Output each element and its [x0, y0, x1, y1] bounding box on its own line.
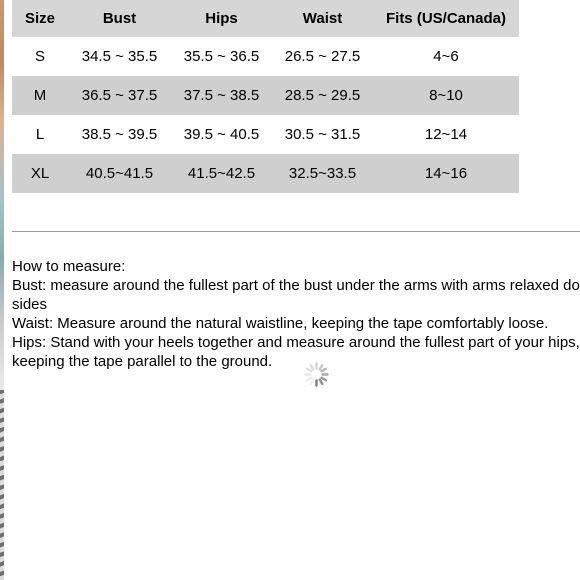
cell-fits: 12~14 [424, 126, 468, 143]
measure-instructions [12, 257, 580, 371]
cell-bust: 34.5 ~ 35.5 [81, 48, 158, 65]
background-stripes [0, 390, 4, 580]
cell-hips: 41.5~42.5 [171, 154, 272, 193]
cell-waist: 28.5 ~ 29.5 [272, 76, 373, 115]
measure-bust-cont: sides [12, 296, 48, 313]
loading-spinner-icon [303, 361, 330, 388]
cell-fits: 8~10 [373, 76, 519, 115]
cell-hips: 35.5 ~ 36.5 [183, 48, 260, 65]
table-row [12, 37, 519, 76]
measure-bust: Bust: measure around the fullest part of the bust under the arms with arms relaxed do [12, 277, 580, 294]
measure-hips-cont: keeping the tape parallel to the ground. [12, 353, 273, 370]
cell-waist: 32.5~33.5 [272, 154, 373, 193]
cell-bust: 36.5 ~ 37.5 [68, 76, 171, 115]
cell-fits: 4~6 [433, 48, 459, 65]
section-divider [12, 231, 580, 232]
header-size: Size [12, 0, 68, 37]
header-waist: Waist [272, 0, 373, 37]
cell-waist: 26.5 ~ 27.5 [284, 48, 361, 65]
cell-waist: 30.5 ~ 31.5 [284, 126, 361, 143]
size-chart-table [12, 0, 519, 193]
measure-waist: Waist: Measure around the natural waistline, keeping the tape comfortably loose. [12, 315, 549, 332]
cell-size: L [35, 126, 45, 143]
cell-size: XL [12, 154, 68, 193]
background-edge-strip [0, 0, 4, 580]
measure-heading: How to measure: [12, 258, 126, 275]
table-row [12, 76, 519, 115]
table-header-row [12, 0, 519, 37]
cell-hips: 39.5 ~ 40.5 [183, 126, 260, 143]
cell-size: S [34, 48, 45, 65]
table-row [12, 154, 519, 193]
cell-bust: 38.5 ~ 39.5 [81, 126, 158, 143]
cell-bust: 40.5~41.5 [68, 154, 171, 193]
cell-fits: 14~16 [373, 154, 519, 193]
cell-size: M [12, 76, 68, 115]
header-fits: Fits (US/Canada) [373, 0, 519, 37]
table-row [12, 115, 519, 154]
header-bust: Bust [68, 0, 171, 37]
header-hips: Hips [171, 0, 272, 37]
measure-hips: Hips: Stand with your heels together and measure around the fullest part of your hips, [12, 334, 580, 351]
cell-hips: 37.5 ~ 38.5 [171, 76, 272, 115]
